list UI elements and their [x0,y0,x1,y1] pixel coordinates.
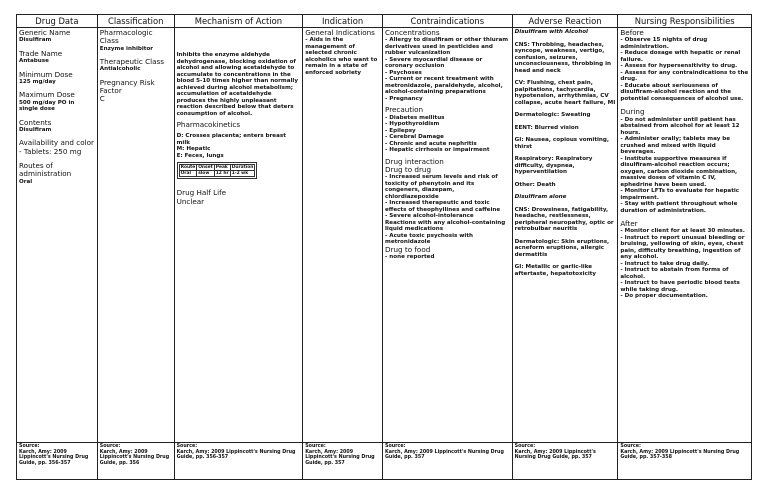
before-item: - Reduce dosage with hepatic or renal failure. [620,50,741,63]
header-contraindications: Contraindications [383,15,513,27]
before-item: - Educate about seriousness of disulfiram-alcohol reaction and the potential consequences of alcohol use. [620,82,744,102]
adverse-cell [513,28,619,442]
precaution-item: - Chronic and acute nephritis [385,140,477,147]
pk-label: Pharmacokinetics [176,120,241,129]
pk-table-row [179,171,255,177]
min-dose-value: 125 mg/day [19,78,56,85]
during-item: - Monitor LFTs to evaluate for hepatic impairment. [620,188,740,201]
mechanism-text: Inhibits the enzyme aldehyde dehydrogenase, blocking oxidation of alcohol and allowing acetaldehyde to accumulate to concentrations in the blood 5-10 times higher than normally achieved during alcohol metabolism; accumulation of acetaldehyde produces the highly unpleasant reaction described below that deters consumption of alcohol. [176,52,298,117]
pk-th-duration: Duration [231,165,254,171]
adverse-cns: CNS: Throbbing, headaches, syncope, weakness, vertigo, confusion, seizures, unconsciousness, throbbing in head and neck [514,41,611,74]
availability-label: Availability and color [19,138,94,148]
mechanism-cell [175,28,304,442]
pk-td-peak: 12 hr [215,171,229,177]
header-adverse-reaction: Adverse Reaction [513,15,619,27]
after-item: - Instruct to abstain from forms of alcohol. [620,267,729,280]
after-item: - Instruct to report unusual bleeding or bruising, yellowing of skin, eyes, chest pain, difficulty breathing, ingestion of any alcohol. [620,234,745,261]
nursing-cell [618,28,751,442]
during-item: - Administer orally; tablets may be crushed and mixed with liquid beverages. [620,136,731,156]
during-item: - Do not administer until patient has abstained from alcohol for at least 12 hours. [620,116,740,136]
after-label: After [620,219,638,229]
header-row [17,15,751,28]
header-nursing: Nursing Responsibilities [634,16,735,26]
contents-label: Contents [19,117,52,127]
drug-data-cell [17,28,98,442]
half-life-value: Unclear [176,196,205,206]
generic-value: Disulfiram [19,37,52,44]
drug-interaction-item: - Severe alcohol-intolerance [385,213,474,220]
pk-td-route: Oral [179,171,197,177]
pk-table-header [179,165,255,171]
drug-interaction-item: - Increased serum levels and risk of toxicity of phenytoin and its congeners, diazepam, chlordiazepoxide [385,174,498,200]
max-dose-label: Maximum Dose [19,90,75,100]
adverse-other: Other: Death [514,181,556,188]
header-indication: Indication [303,15,383,27]
precaution-label: Precaution [385,105,424,115]
adverse-cv: CV: Flushing, chest pain, palpitations, tachycardia, hypotension, arrhythmias, CV collapse, acute heart failure, MI [514,80,616,106]
routes-value: Oral [19,178,33,185]
concentration-item: - Psychoses [385,69,422,76]
pk-td-duration: 1-2 wk [230,171,255,177]
source-contraindications: Source: Karch, Amy: 2009 Lippincott's Nursing Drug Guide, pp. 357 [383,443,513,479]
pk-th-onset: Onset [198,165,213,171]
routes-label: Routes of administration [19,161,72,179]
source-row [17,443,751,479]
pk-th-route: Route [180,165,196,171]
pregnancy-value: C [99,94,105,104]
precaution-item: - Cerebral Damage [385,134,444,141]
concentration-item: - Allergy to disulfiram or other thiuram derivatives used in pesticides and rubber vulcanization [385,37,509,57]
interaction-label: Drug interaction [385,156,444,166]
pk-distribution: D: Crosses placenta; enters breast milk [176,133,286,146]
after-item: - Instruct to take drug daily. [620,260,710,267]
before-item: - Assess for hypersensitivity to drug. [620,63,738,70]
content-row [17,28,751,443]
pk-table-frame [177,162,258,179]
half-life-label: Drug Half Life [176,188,227,198]
adverse-eent: EENT: Blurred vision [514,124,579,131]
generic-label: Generic Name [19,28,71,37]
source-drug-data: Source: Karch, Amy: 2009 Lippincott's Nursing Drug Guide, pp. 356-357 [17,443,98,479]
pk-metabolism: M: Hepatic [176,146,211,153]
precaution-item: - Diabetes mellitus [385,114,445,121]
indication-cell [303,28,383,442]
availability-value: - Tablets: 250 mg [19,146,82,156]
indication-text: - Aids in the management of selected chronic alcoholics who want to remain in a state of enforced sobriety [305,37,378,76]
drug-study-table [16,14,752,480]
concentrations-label: Concentrations [385,28,440,37]
concentration-item: - Pregnancy [385,95,423,102]
adverse-gi-alone: GI: Metallic or garlic-like aftertaste, hepatotoxicity [514,264,597,277]
trade-value: Antabuse [19,58,49,65]
max-dose-value: 500 mg/day PO in single dose [19,99,75,113]
drug-interaction-item: - Increased therapeutic and toxic effects of theophyllines and caffeine [385,200,501,213]
before-item: - Observe 15 nights of drug administration. [620,37,708,50]
during-item: - Stay with patient throughout whole duration of administration. [620,201,738,214]
adverse-gi: GI: Nausea, copious vomiting, thirst [514,137,610,150]
precaution-item: - Hepatic cirrhosis or impairment [385,147,490,154]
header-mechanism: Mechanism of Action [175,15,304,27]
header-drug-data: Drug Data [17,15,98,27]
alone-label: Disulfiram alone [514,194,567,200]
adverse-resp: Respiratory: Respiratory difficulty, dyspnea, hyperventilation [514,156,593,175]
before-label: Before [620,28,644,37]
trade-label: Trade Name [19,48,63,58]
header-classification: Classification [98,15,175,27]
concentration-item: - Current or recent treatment with metronidazole, paraldehyde, alcohol, alcohol-containing preparations [385,76,503,96]
pk-th-peak: Peak [214,165,230,171]
pk-td-onset: slow [197,171,215,177]
reactions-label: Reactions with any alcohol-containing liquid medications [385,219,506,233]
pk-excretion: E: Feces, lungs [176,152,224,159]
min-dose-label: Minimum Dose [19,69,73,79]
contraindications-cell [383,28,513,442]
drug-to-food-label: Drug to food [385,244,431,254]
adverse-derm-alone: Dermatologic: Skin eruptions, acneform eruptions, allergic dermatitis [514,238,610,258]
precaution-item: - Hypothyroidism [385,121,440,128]
after-item: - Do proper documentation. [620,293,708,300]
during-label: During [620,107,645,117]
pk-table [179,164,256,177]
after-item: - Instruct to have periodic blood tests while taking drug. [620,280,740,293]
therapeutic-value: Antialcoholic [99,66,141,73]
adverse-derm: Dermatologic: Sweating [514,112,591,118]
with-alcohol-label: Disulfiram with Alcohol [514,29,588,35]
pharmacologic-value: Enzyme inhibitor [99,45,154,52]
source-classification: Source: Karch, Amy: 2009 Lippincott's Nursing Drug Guide, pp. 356 [98,443,175,479]
source-indication: Source: Karch, Amy: 2009 Lippincott's Nursing Drug Guide, pp. 357 [303,443,383,479]
precaution-item: - Epilepsy [385,127,416,134]
after-item: - Monitor client for at least 30 minutes. [620,228,745,235]
source-nursing: Source: Karch, Amy: 2009 Lippincott's Nursing Drug Guide, pp. 357-358 [620,444,740,461]
indication-label: General Indications [305,28,375,37]
source-adverse: Source: Karch, Amy: 2009 Lippincott's Nursing Drug Guide, pp. 357 [513,443,619,479]
before-item: - Assess for any contraindications to the drug. [620,69,749,83]
food-interaction-item: - none reported [385,253,435,260]
reaction-item: - Acute toxic psychosis with metronidazole [385,232,474,246]
therapeutic-label: Therapeutic Class [99,57,165,67]
pharmacologic-label: Pharmacologic Class [99,28,153,46]
classification-cell [98,28,175,442]
drug-to-drug-label: Drug to drug [385,164,432,174]
adverse-cns-alone: CNS: Drowsiness, fatigability, headache, restlessness, peripheral neuropathy, optic or retrobulbar neuritis [514,206,614,232]
source-mechanism: Source: Karch, Amy: 2009 Lippincott's Nursing Drug Guide, pp. 356-357 [175,443,304,479]
contents-value: Disulfiram [19,126,52,133]
during-item: - Institute supportive measures if disulfiram-alcohol reaction occurs; oxygen, carbon dioxide combination, massive doses of vitamin C IV, ephedrine have been used. [620,155,738,188]
pregnancy-label: Pregnancy Risk Factor [99,77,155,96]
concentration-item: - Severe myocardial disease or coronary occlusion [385,56,483,70]
